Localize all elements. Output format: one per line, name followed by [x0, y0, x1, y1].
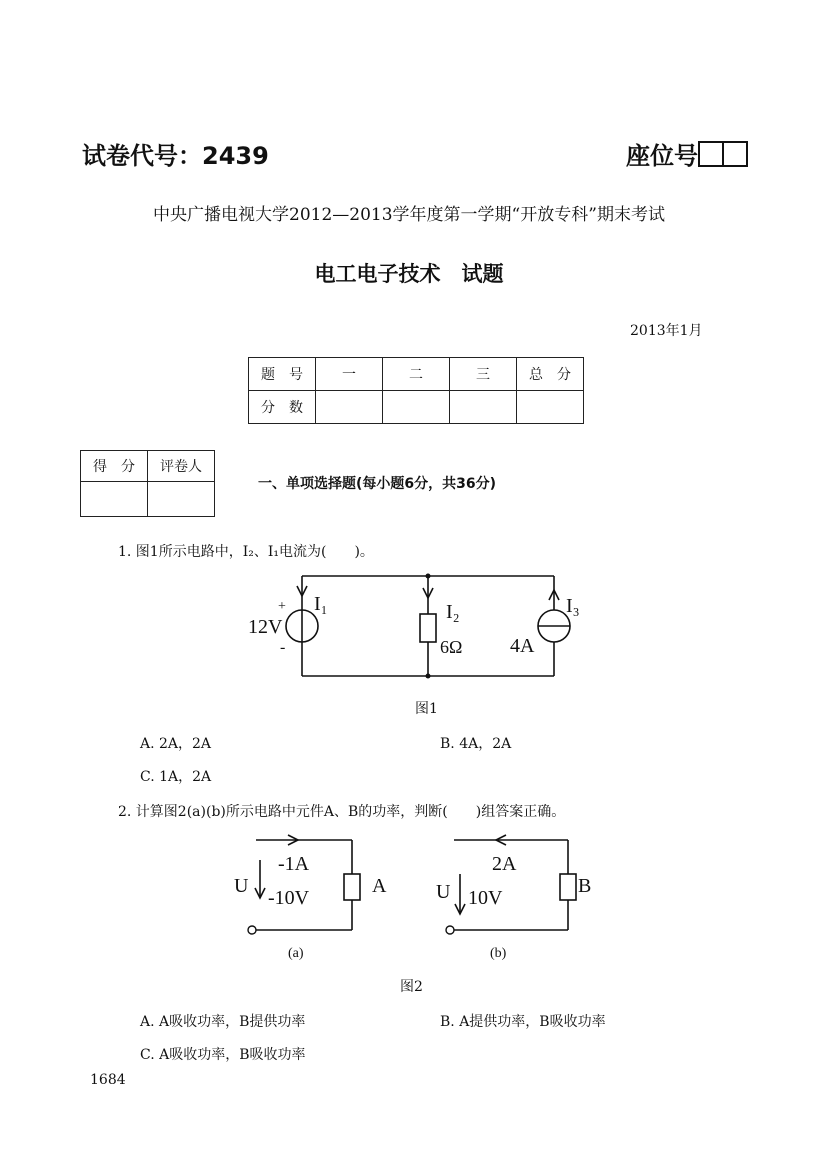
score-table-cell: 三	[450, 358, 517, 391]
score-table-cell: 一	[316, 358, 383, 391]
seat-box-1[interactable]	[698, 141, 724, 167]
exam-date: 2013年1月	[630, 323, 703, 339]
junction-dot	[426, 574, 431, 579]
current-label-i3: I₃	[566, 595, 580, 617]
score-table-cell: 总 分	[517, 358, 584, 391]
subject-title: 电工电子技术 试题	[314, 262, 504, 286]
grader-table-cell: 评卷人	[148, 451, 215, 482]
voltage-label-b: 10V	[468, 887, 503, 909]
subfigure-label-a: (a)	[288, 946, 304, 961]
terminal-a	[248, 926, 256, 934]
paper-code: 试卷代号：2439	[82, 142, 269, 170]
resistor-label: 6Ω	[440, 637, 463, 657]
seat-number-field	[626, 136, 748, 171]
resistor-symbol	[420, 614, 436, 642]
score-table	[248, 357, 584, 424]
figure-2-caption: 图2	[400, 979, 423, 995]
score-table-cell: 分 数	[249, 391, 316, 424]
element-a-symbol	[344, 874, 360, 900]
current-label-i1: I₁	[314, 593, 328, 615]
voltage-label-a: -10V	[268, 887, 310, 909]
seat-box-2[interactable]	[724, 141, 748, 167]
current-label-b: 2A	[492, 853, 517, 875]
figure-1-caption: 图1	[415, 701, 438, 717]
q2-option-c[interactable]: C. A吸收功率，B吸收功率	[140, 1047, 306, 1063]
grader-name-cell[interactable]	[148, 482, 215, 517]
figure-1-circuit	[240, 568, 580, 688]
q2-option-a[interactable]: A. A吸收功率，B提供功率	[140, 1014, 306, 1030]
seat-label: 座位号	[626, 142, 698, 170]
voltage-u-label-a: U	[234, 875, 249, 897]
page-number: 1684	[90, 1072, 126, 1088]
voltage-label: 12V	[248, 616, 283, 638]
current-label-a: -1A	[278, 853, 310, 875]
score-table-header-row	[249, 358, 584, 391]
q2-option-b[interactable]: B. A提供功率，B吸收功率	[440, 1014, 606, 1030]
score-input-cell[interactable]	[517, 391, 584, 424]
score-input-cell[interactable]	[383, 391, 450, 424]
question-1-text: 1. 图1所示电路中，I₂、I₁电流为( )。	[118, 544, 374, 560]
question-2-text: 2. 计算图2(a)(b)所示电路中元件A、B的功率，判断( )组答案正确。	[118, 804, 566, 820]
grader-score-cell[interactable]	[81, 482, 148, 517]
figure-2-circuits	[228, 830, 608, 965]
score-table-cell: 二	[383, 358, 450, 391]
q1-option-c[interactable]: C. 1A，2A	[140, 769, 212, 785]
junction-dot	[426, 674, 431, 679]
score-table-score-row	[249, 391, 584, 424]
score-input-cell[interactable]	[316, 391, 383, 424]
exam-title: 中央广播电视大学2012—2013学年度第一学期“开放专科”期末考试	[153, 205, 665, 225]
q1-option-a[interactable]: A. 2A，2A	[140, 736, 212, 752]
score-table-cell: 题 号	[249, 358, 316, 391]
polarity-plus: +	[278, 599, 286, 614]
section-title: 一、单项选择题(每小题6分，共36分)	[258, 476, 497, 492]
element-label-a: A	[372, 875, 387, 897]
current-source-label: 4A	[510, 635, 535, 657]
terminal-b	[446, 926, 454, 934]
voltage-u-label-b: U	[436, 881, 451, 903]
grader-table	[80, 450, 215, 517]
subfigure-label-b: (b)	[490, 946, 507, 961]
q1-option-b[interactable]: B. 4A，2A	[440, 736, 512, 752]
grader-table-cell: 得 分	[81, 451, 148, 482]
score-input-cell[interactable]	[450, 391, 517, 424]
element-b-symbol	[560, 874, 576, 900]
current-label-i2: I₂	[446, 601, 460, 623]
element-label-b: B	[578, 875, 592, 897]
polarity-minus: -	[280, 639, 286, 656]
